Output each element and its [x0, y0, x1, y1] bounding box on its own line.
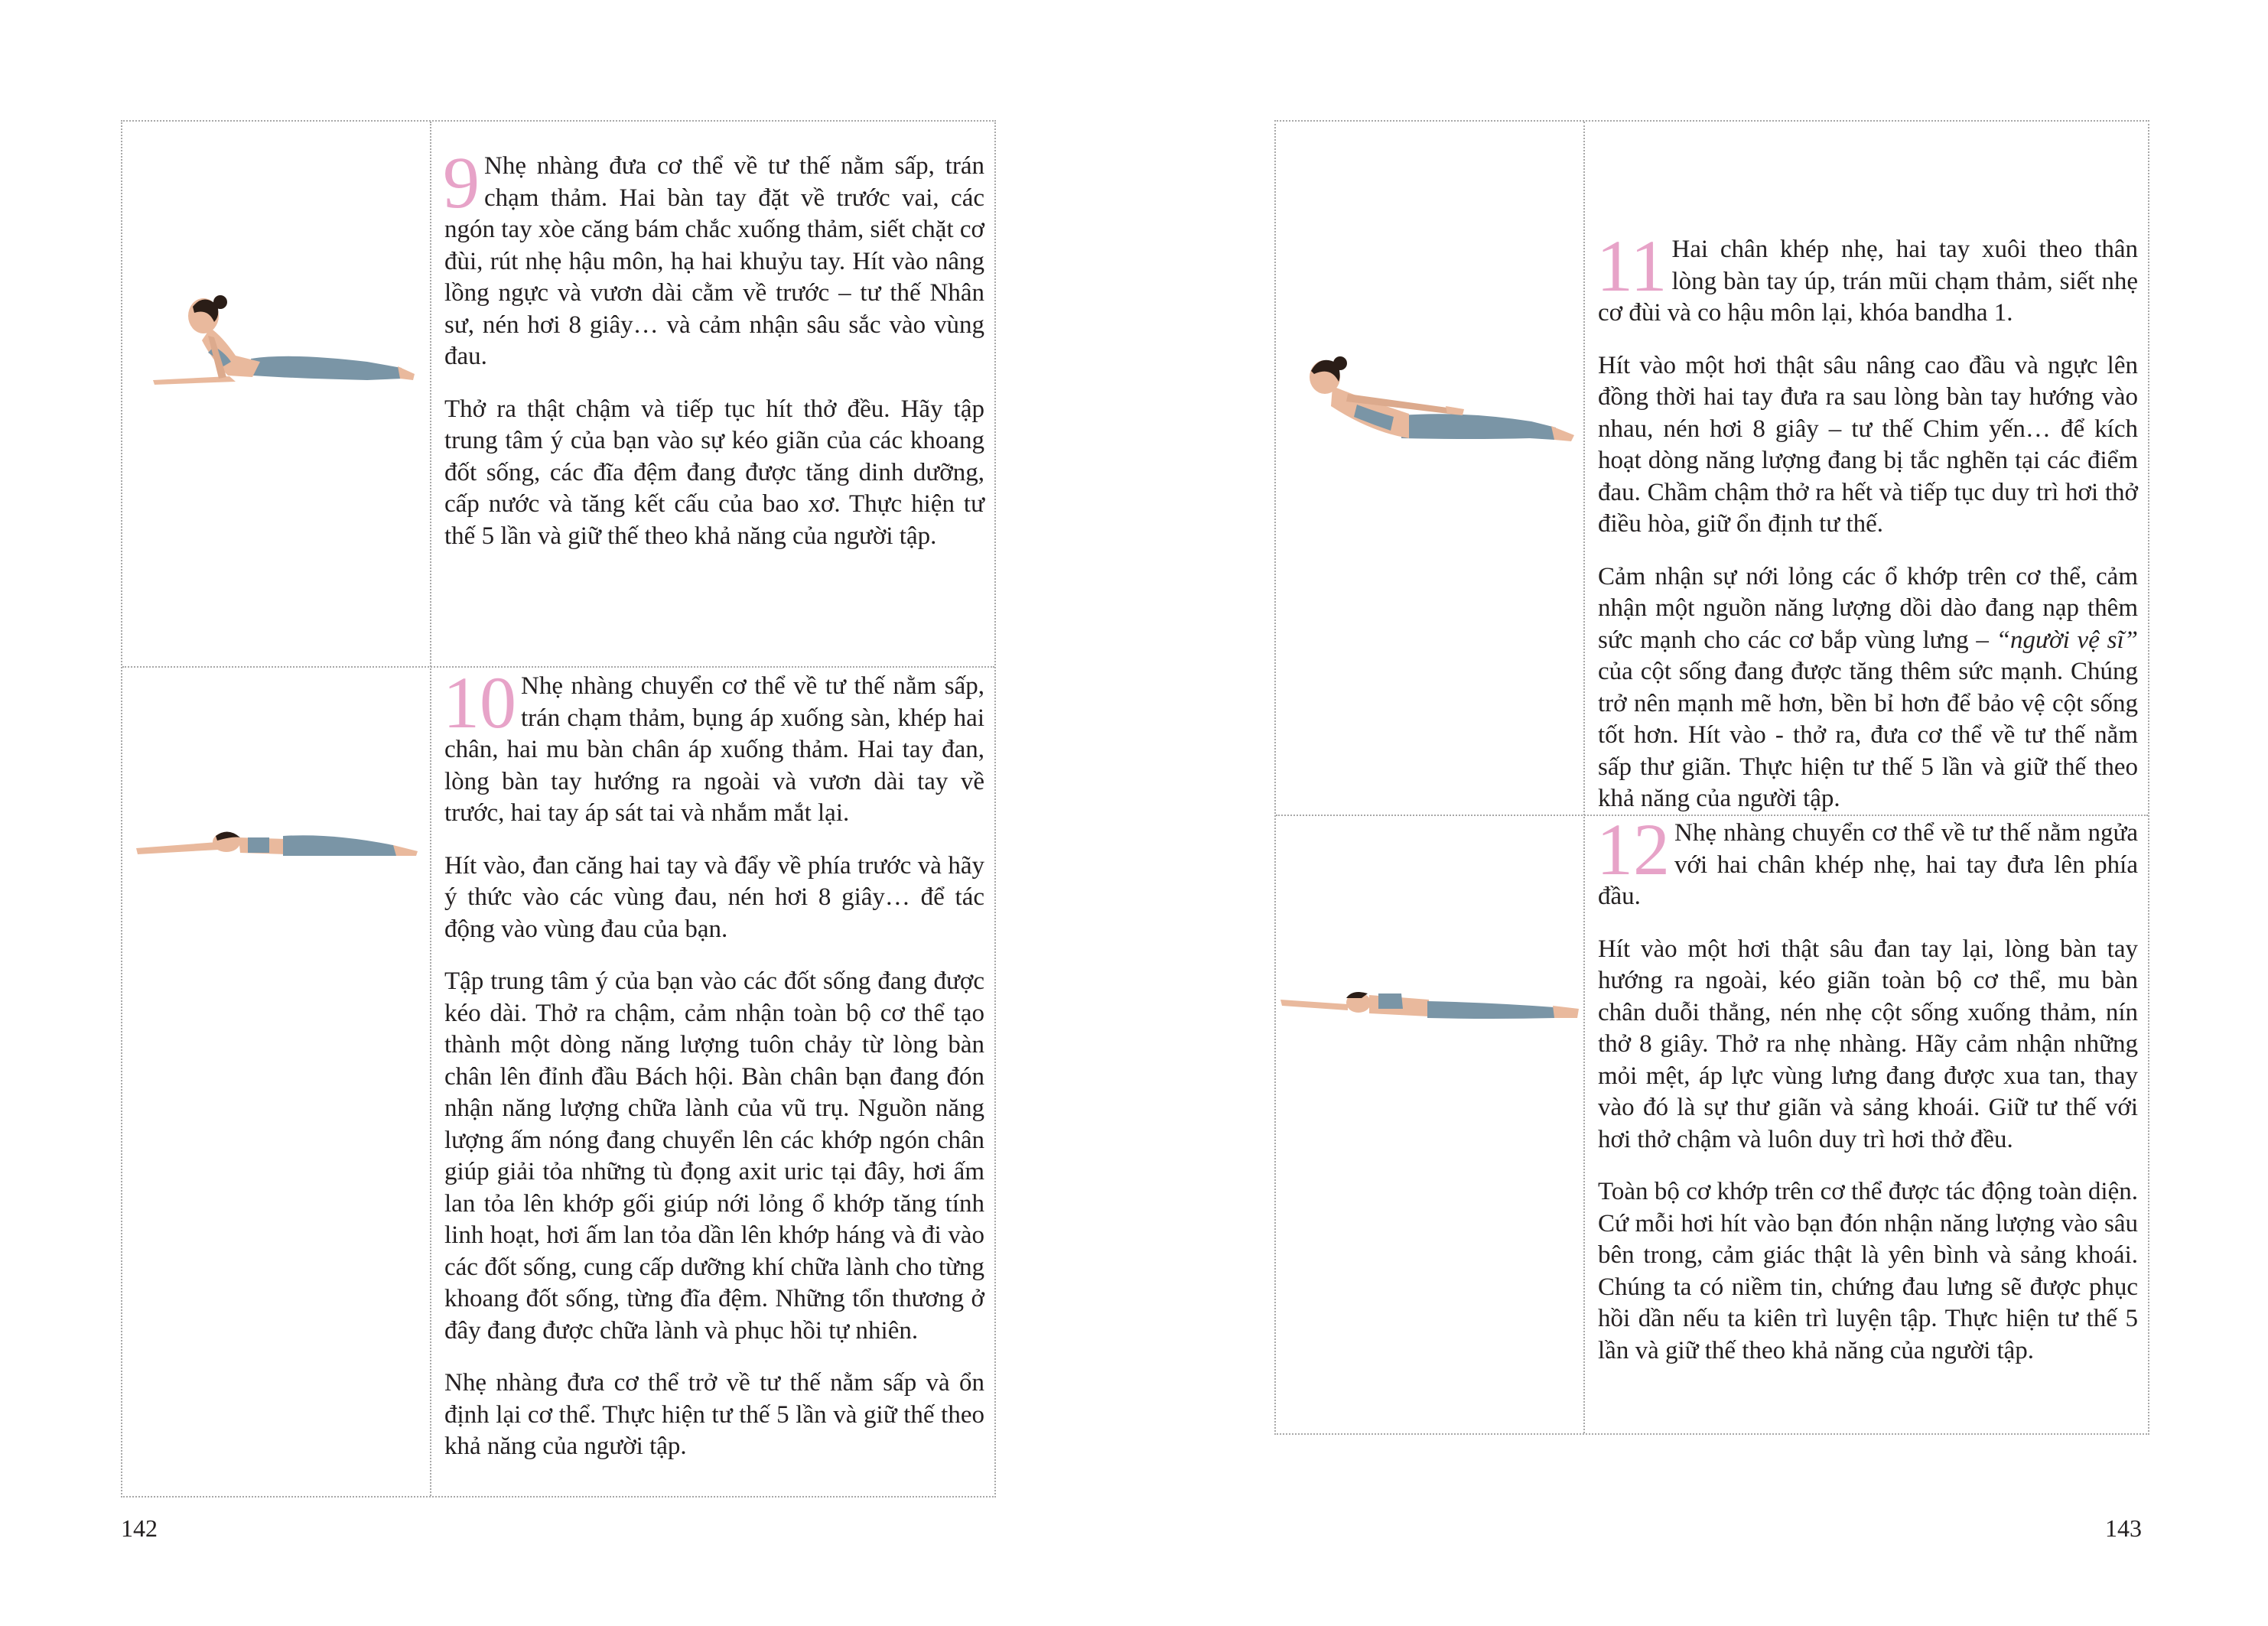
paragraph: Hít vào, đan căng hai tay và đẩy về phía trước và hãy ý thức vào các vùng đau, nén hơi 8 giây… để tác động vào vùng đau của bạn.: [444, 851, 984, 943]
step-number: 10: [443, 662, 516, 743]
right-exercise-table: [1274, 120, 2149, 1435]
step-number: 12: [1596, 808, 1670, 890]
right-page: [1134, 0, 2268, 1626]
step-12-photo-cell: [1276, 815, 1583, 1435]
paragraph: Nhẹ nhàng đưa cơ thể trở về tư thế nằm sấp và ổn định lại cơ thể. Thực hiện tư thế 5 lần và giữ thế theo khả năng của người tập.: [444, 1369, 984, 1460]
paragraph: Hai chân khép nhẹ, hai tay xuôi theo thân lòng bàn tay úp, trán mũi chạm thảm, siết nhẹ cơ đùi và co hậu môn lại, khóa bandha 1.: [1598, 236, 2138, 327]
page-number: 142: [121, 1514, 158, 1542]
paragraph: Nhẹ nhàng chuyển cơ thể về tư thế nằm sấp, trán chạm thảm, bụng áp xuống sàn, khép hai chân, hai mu bàn chân áp xuống thảm. Hai tay đan, lòng bàn tay hướng ra ngoài và vươn dài tay về trước, hai tay áp sát tai và nhắm mắt lại.: [444, 672, 984, 827]
paragraph: Hít vào một hơi thật sâu đan tay lại, lòng bàn tay hướng ra ngoài, kéo giãn toàn bộ cơ thể, mu bàn chân duỗi thẳng, nén nhẹ cột sống xuống thảm, nín thở 8 giây. Thở ra nhẹ nhàng. Hãy cảm nhận những mỏi mệt, áp lực vùng lưng đang được xua tan, thay vào đó là sự thư giãn và sảng khoái. Giữ tư thế với hơi thở chậm và luôn duy trì hơi thở đều.: [1598, 935, 2138, 1153]
paragraph: Nhẹ nhàng chuyển cơ thể về tư thế nằm ngửa với hai chân khép nhẹ, hai tay đưa lên phía đầu.: [1598, 819, 2138, 910]
page-number: 143: [2105, 1514, 2142, 1542]
locust-pose-photo: [1287, 340, 1577, 455]
paragraph: Tập trung tâm ý của bạn vào các đốt sống đang được kéo dài. Thở ra chậm, cảm nhận toàn bộ cơ thể tạo thành một dòng năng lượng tuôn chảy từ lòng bàn chân lên đỉnh đầu Bách hội. Bàn chân bạn đang đón nhận năng lượng chữa lành của vũ trụ. Nguồn năng lượng ấm nóng đang chuyển lên các khớp ngón chân giúp giải tỏa những tù đọng axit uric tại đây, hơi ấm lan tỏa lên khớp gối giúp nới lỏng ổ khớp tăng tính linh hoạt, hơi ấm lan tỏa dần lên khớp háng và đi vào các đốt sống, cung cấp dưỡng khí chữa lành cho từng khoang đốt sống, từng đĩa đệm. Những tổn thương ở đây đang được chữa lành và phục hồi tự nhiên.: [444, 967, 984, 1345]
prone-stretch-pose-photo: [133, 819, 424, 865]
step-9-text: [443, 141, 984, 573]
step-9-photo-cell: [122, 122, 430, 666]
step-12-text: [1596, 808, 2138, 1387]
step-10-photo-cell: [122, 666, 430, 1498]
step-10-text: [443, 662, 984, 1484]
paragraph: Hít vào một hơi thật sâu nâng cao đầu và ngực lên đồng thời hai tay đưa ra sau lòng bàn tay hướng vào nhau, nén hơi 8 giây – tư thế Chim yến… để kích hoạt dòng năng lượng đang bị tắc nghẽn tại các điểm đau. Chầm chậm thở ra hết và tiếp tục duy trì hơi thở điều hòa, giữ ổn định tư thế.: [1598, 351, 2138, 538]
paragraph: Toàn bộ cơ khớp trên cơ thể được tác động toàn diện. Cứ mỗi hơi hít vào bạn đón nhận năng lượng vào sâu bên trong, cảm giác thật là yên bình và sảng khoái. Chúng ta có niềm tin, chứng đau lưng sẽ được phục hồi dần nếu ta kiên trì luyện tập. Thực hiện tư thế 5 lần và giữ thế theo khả năng của người tập.: [1598, 1178, 2138, 1364]
paragraph: Nhẹ nhàng đưa cơ thể về tư thế nằm sấp, trán chạm thảm. Hai bàn tay đặt về trước vai, các ngón tay xòe căng bám chắc xuống thảm, siết chặt cơ đùi, rút nhẹ hậu môn, hạ hai khuỷu tay. Hít vào nâng lồng ngực và vươn dài cằm về trước – tư thế Nhân sư, nén hơi 8 giây… và cảm nhận sâu sắc vào vùng đau.: [444, 152, 984, 370]
paragraph: Thở ra thật chậm và tiếp tục hít thở đều. Hãy tập trung tâm ý của bạn vào sự kéo giãn của các khoang đốt sống, các đĩa đệm đang được tăng dinh dưỡng, cấp nước và tăng kết cấu của bao xơ. Thực hiện tư thế 5 lần và giữ thế theo khả năng của người tập.: [444, 395, 984, 550]
paragraph: Cảm nhận sự nới lỏng các ổ khớp trên cơ thể, cảm nhận một nguồn năng lượng dồi dào đang nạp thêm sức mạnh cho các cơ bắp vùng lưng – “người vệ sĩ” của cột sống đang được tăng thêm sức mạnh. Chúng trở nên mạnh mẽ hơn, bền bỉ hơn để bảo vệ cột sống tốt hơn. Hít vào - thở ra, đưa cơ thể về tư thế nằm sấp thư giãn. Thực hiện tư thế 5 lần và giữ thế theo khả năng của người tập.: [1598, 562, 2138, 812]
cobra-pose-photo: [138, 282, 421, 393]
step-number: 9: [443, 141, 480, 223]
step-11-photo-cell: [1276, 122, 1583, 815]
step-11-text: [1596, 225, 2138, 836]
step-number: 11: [1596, 225, 1668, 307]
supine-stretch-pose-photo: [1279, 983, 1581, 1029]
left-exercise-table: [121, 120, 996, 1498]
